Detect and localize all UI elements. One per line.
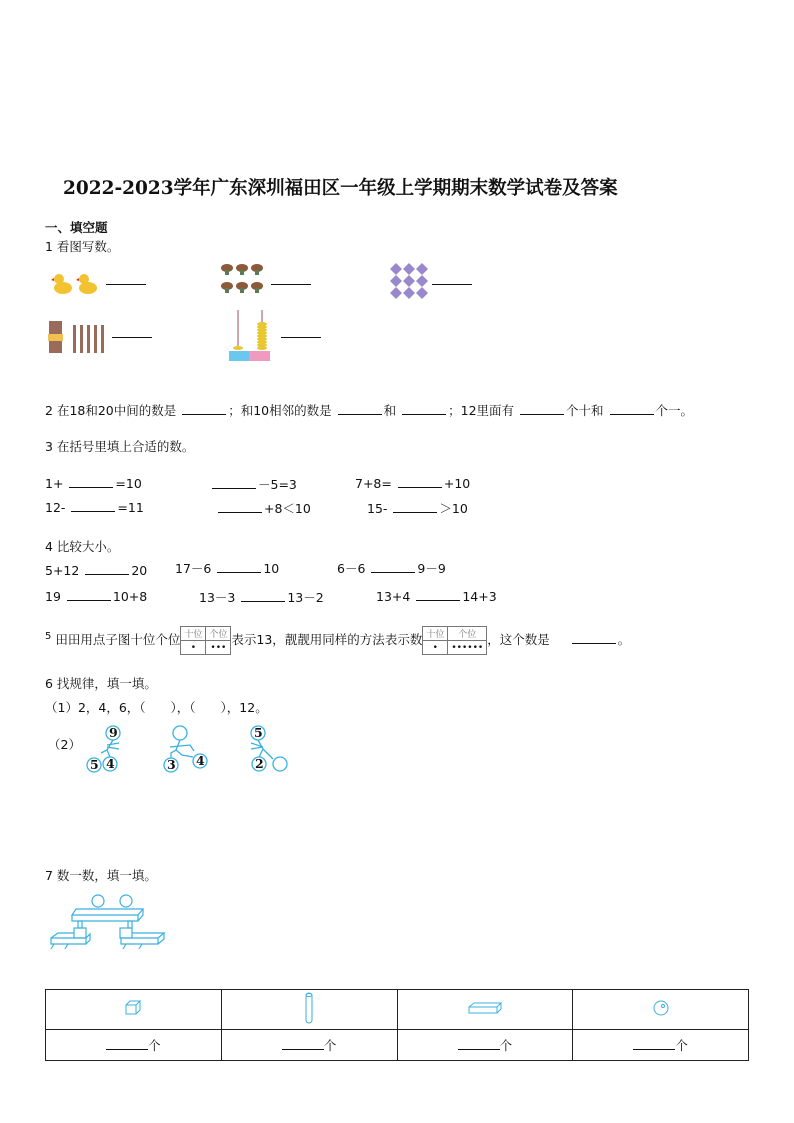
answer-blank[interactable] xyxy=(271,284,311,285)
answer-blank[interactable] xyxy=(282,1037,324,1050)
diamonds-icon xyxy=(390,263,428,299)
text: • xyxy=(423,641,448,655)
section-heading: 一、填空题 xyxy=(45,220,108,235)
q3-item xyxy=(210,475,297,493)
text: 12- xyxy=(45,500,66,515)
count-shapes-table xyxy=(45,989,749,1061)
q4-item xyxy=(199,588,324,606)
mushrooms-icon xyxy=(220,262,266,296)
text: 9 xyxy=(109,725,118,740)
text: ，这个数是 xyxy=(487,632,550,647)
q4-prompt: 4 比较大小。 xyxy=(45,539,120,554)
text: 表示13，靓靓用同样的方法表示数 xyxy=(231,632,423,647)
q3-item xyxy=(45,499,144,515)
abacus-icon xyxy=(228,310,276,362)
text: 十位 xyxy=(181,627,206,641)
answer-blank[interactable] xyxy=(520,402,564,415)
text: +10 xyxy=(443,476,471,491)
q4-item xyxy=(45,562,147,578)
text: 4 xyxy=(106,756,115,771)
text: 1+ xyxy=(45,476,64,491)
text: 20 xyxy=(131,563,148,578)
q4-item xyxy=(175,559,279,577)
text: 2 xyxy=(45,403,53,418)
text: 19 xyxy=(45,589,61,604)
text: 个 xyxy=(148,1038,161,1053)
text: 6－6 xyxy=(337,561,366,576)
answer-blank[interactable] xyxy=(106,1037,148,1050)
text: +8＜10 xyxy=(264,501,311,516)
page-title: 2022-2023学年广东深圳福田区一年级上学期期末数学试卷及答案 xyxy=(63,178,618,199)
text: 15- xyxy=(367,501,388,516)
stick-figure xyxy=(160,723,215,778)
text: 7+8= xyxy=(355,476,392,491)
text: 14+3 xyxy=(462,589,497,604)
q5-text xyxy=(45,626,630,655)
text: 十位 xyxy=(423,627,448,641)
text: 9－9 xyxy=(417,561,446,576)
text: 5 xyxy=(45,630,52,642)
text: 。 xyxy=(617,632,631,647)
text: 个位 xyxy=(206,627,231,641)
cube-cell xyxy=(46,990,222,1030)
cylinder-cell xyxy=(221,990,397,1030)
text: 5+12 xyxy=(45,563,80,578)
cuboid-icon xyxy=(467,1000,503,1016)
q6-part1: （1）2，4，6，（ ），（ ），12。 xyxy=(45,700,268,715)
text: •••••• xyxy=(448,641,487,655)
answer-blank[interactable] xyxy=(572,631,616,644)
text: 5 xyxy=(254,725,263,740)
answer-blank[interactable] xyxy=(112,337,152,338)
text: 田田用点子图十位个位 xyxy=(55,632,181,647)
text: 个十和 xyxy=(566,403,604,418)
text: 和 xyxy=(383,403,397,418)
q6-figures xyxy=(85,723,305,778)
cube-icon xyxy=(123,1000,143,1016)
sphere-cell xyxy=(573,990,749,1030)
text: 个 xyxy=(499,1038,513,1053)
sphere-icon xyxy=(652,999,670,1017)
q4-item xyxy=(337,559,446,577)
text: 17－6 xyxy=(175,561,212,576)
text: ＞10 xyxy=(439,501,468,516)
text: 在18和20中间的数是 xyxy=(56,403,177,418)
answer-blank[interactable] xyxy=(338,402,382,415)
q3-prompt: 3 在括号里填上合适的数。 xyxy=(45,439,195,454)
q1-prompt: 1 看图写数。 xyxy=(45,239,120,254)
text: 2 xyxy=(255,756,264,771)
answer-blank[interactable] xyxy=(432,284,472,285)
q3-item xyxy=(216,499,311,517)
answer-blank[interactable] xyxy=(106,284,146,285)
text: －5=3 xyxy=(258,477,297,492)
cuboid-cell xyxy=(397,990,573,1030)
text: =11 xyxy=(117,500,144,515)
place-value-chart-13 xyxy=(180,626,231,655)
text: 5 xyxy=(90,757,99,772)
text: ；和10相邻的数是 xyxy=(228,403,332,418)
text: ；12里面有 xyxy=(448,403,515,418)
text: 13+4 xyxy=(376,589,411,604)
stick-figure xyxy=(85,723,135,778)
text: 个位 xyxy=(448,627,487,641)
answer-blank[interactable] xyxy=(281,337,321,338)
q3-item xyxy=(45,475,142,491)
text: 10+8 xyxy=(112,589,148,604)
answer-blank[interactable] xyxy=(610,402,654,415)
text: 个一。 xyxy=(655,403,694,418)
text: 13－3 xyxy=(199,590,236,605)
text: • xyxy=(181,641,206,655)
q7-prompt: 7 数一数，填一填。 xyxy=(45,868,157,883)
place-value-chart-unknown xyxy=(422,626,487,655)
q6-prompt: 6 找规律，填一填。 xyxy=(45,676,157,691)
text: 个 xyxy=(323,1038,337,1053)
q2-text xyxy=(45,401,693,419)
q4-item xyxy=(376,588,497,604)
text: 10 xyxy=(263,561,280,576)
text: 个 xyxy=(675,1038,688,1053)
stick-figure xyxy=(245,723,300,778)
q6-part2-label: （2） xyxy=(48,737,81,752)
answer-blank[interactable] xyxy=(402,402,446,415)
text: ••• xyxy=(206,641,231,655)
text: =10 xyxy=(115,476,142,491)
answer-blank[interactable] xyxy=(458,1037,500,1050)
block-structure-illustration xyxy=(48,893,166,953)
answer-blank[interactable] xyxy=(633,1037,675,1050)
q4-item xyxy=(45,588,147,604)
text: 13－2 xyxy=(287,590,324,605)
q3-item xyxy=(367,499,468,517)
ducks-icon xyxy=(50,270,102,296)
sticks-bundle-icon xyxy=(48,320,108,354)
answer-blank[interactable] xyxy=(182,402,226,415)
text: 3 xyxy=(167,757,176,772)
q3-item xyxy=(355,475,470,491)
text: 4 xyxy=(196,753,205,768)
cylinder-icon xyxy=(304,991,314,1025)
